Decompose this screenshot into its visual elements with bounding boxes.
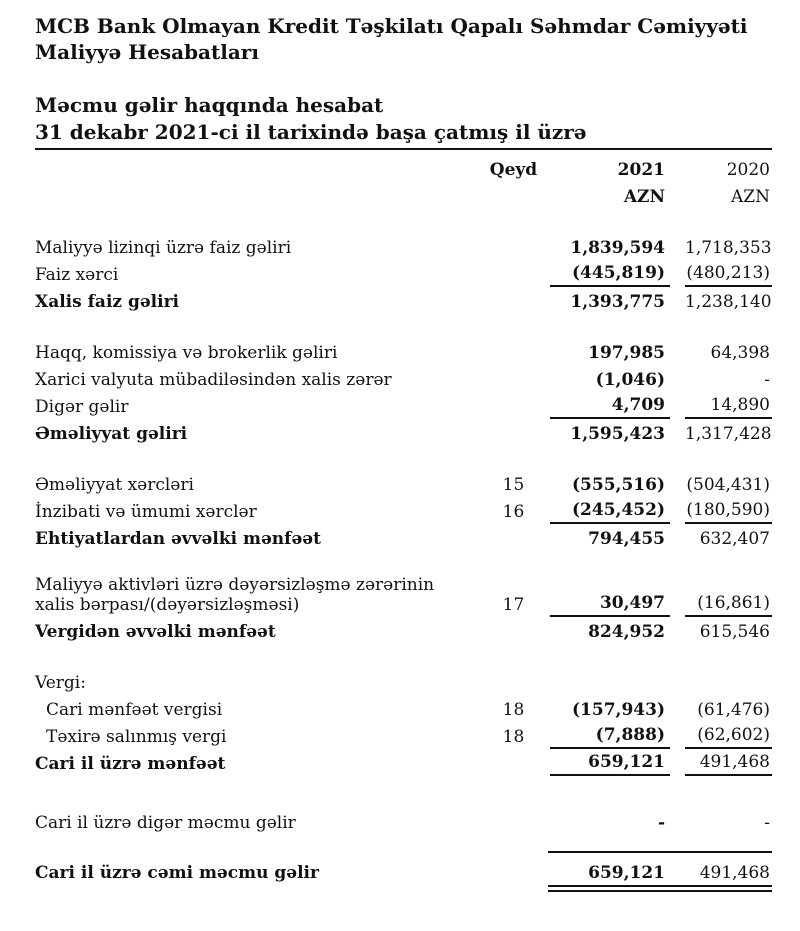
value-2021: 1,595,423 xyxy=(570,424,665,444)
note-ref: 17 xyxy=(502,595,525,615)
table-row xyxy=(35,749,772,776)
table-row xyxy=(35,668,772,695)
table-body xyxy=(35,209,772,892)
table-row xyxy=(35,575,772,617)
value-2021 xyxy=(550,693,670,695)
row-label: Cari il üzrə cəmi məcmu gəlir xyxy=(35,863,319,883)
value-2021: (7,888) xyxy=(550,725,670,749)
value-2020: (16,861) xyxy=(685,593,772,617)
value-2020: 491,468 xyxy=(699,863,770,883)
spacer xyxy=(35,776,772,808)
spacer xyxy=(35,314,772,338)
note-ref: 15 xyxy=(502,475,525,495)
table-row xyxy=(35,617,772,644)
column-header-row xyxy=(35,155,772,182)
value-2021: 824,952 xyxy=(588,622,665,642)
spacer xyxy=(35,644,772,668)
row-label: Maliyyə aktivləri üzrə dəyərsizləşmə zərərinin xalis bərpası/(dəyərsizləşməsi) xyxy=(35,575,435,615)
table-row xyxy=(35,524,772,551)
note-ref xyxy=(477,693,550,695)
table-row xyxy=(35,858,772,885)
value-2020 xyxy=(685,693,772,695)
row-label: Maliyyə lizinqi üzrə faiz gəliri xyxy=(35,238,292,258)
row-label: Cari il üzrə mənfəət xyxy=(35,754,226,774)
company-name: MCB Bank Olmayan Kredit Təşkilatı Qapalı Səhmdar Cəmiyyəti xyxy=(35,14,748,38)
table-row xyxy=(35,392,772,419)
table-row xyxy=(35,808,772,835)
spacer xyxy=(35,551,772,575)
value-2020: (180,590) xyxy=(685,500,772,524)
note-ref xyxy=(477,444,550,446)
table-row xyxy=(35,695,772,722)
row-label: Vergi: xyxy=(35,673,86,693)
note-ref xyxy=(477,642,550,644)
column-header-2021: 2021 xyxy=(617,160,665,180)
table-row xyxy=(35,287,772,314)
value-2021: 197,985 xyxy=(588,343,665,363)
value-2020: 632,407 xyxy=(699,529,770,549)
value-2021: (157,943) xyxy=(572,700,665,720)
value-2021: (445,819) xyxy=(550,263,670,287)
row-label: İnzibati və ümumi xərclər xyxy=(35,502,257,522)
note-ref xyxy=(477,833,550,835)
note-ref xyxy=(477,258,550,260)
note-ref xyxy=(477,390,550,392)
value-2020: (62,602) xyxy=(685,725,772,749)
column-header-label xyxy=(35,180,477,182)
value-2021: (555,516) xyxy=(572,475,665,495)
table-row xyxy=(35,722,772,749)
column-header-note: Qeyd xyxy=(489,160,538,180)
value-2020: - xyxy=(764,370,770,390)
statement-title: Məcmu gəlir haqqında hesabat xyxy=(35,93,384,117)
table-row xyxy=(35,233,772,260)
row-label: Xarici valyuta mübadiləsindən xalis zərər xyxy=(35,370,392,390)
row-label: Əməliyyat xərcləri xyxy=(35,475,194,495)
document-header xyxy=(35,0,772,65)
value-2020: 491,468 xyxy=(685,752,772,776)
grand-total-rule xyxy=(548,885,772,892)
note-ref: 16 xyxy=(502,502,525,522)
column-header-2020: 2020 xyxy=(726,160,770,180)
statement-header xyxy=(35,92,772,150)
row-label: Cari mənfəət vergisi xyxy=(46,700,223,720)
row-label: Əməliyyat gəliri xyxy=(35,424,188,444)
table-row xyxy=(35,419,772,446)
value-2020: 615,546 xyxy=(699,622,770,642)
table-row xyxy=(35,497,772,524)
note-ref xyxy=(477,417,550,419)
income-statement-table xyxy=(35,155,772,892)
row-label: Təxirə salınmış vergi xyxy=(46,727,227,747)
row-label: Haqq, komissiya və brokerlik gəliri xyxy=(35,343,338,363)
spacer xyxy=(35,835,772,851)
row-label: Faiz xərci xyxy=(35,265,119,285)
value-2021: 4,709 xyxy=(550,395,670,419)
table-row xyxy=(35,365,772,392)
note-ref xyxy=(477,363,550,365)
value-2020: 1,238,140 xyxy=(685,292,772,312)
row-label: Cari il üzrə digər məcmu gəlir xyxy=(35,813,296,833)
note-ref: 18 xyxy=(502,700,525,720)
note-ref xyxy=(477,285,550,287)
note-ref xyxy=(477,774,550,776)
value-2020: 64,398 xyxy=(710,343,770,363)
value-2021: 1,393,775 xyxy=(570,292,665,312)
currency-label-2021: AZN xyxy=(623,187,665,207)
note-ref xyxy=(477,312,550,314)
note-ref xyxy=(477,549,550,551)
value-2020: (61,476) xyxy=(697,700,770,720)
table-row xyxy=(35,338,772,365)
value-2020: 1,718,353 xyxy=(685,238,772,258)
page-content xyxy=(35,0,772,892)
currency-label-2020: AZN xyxy=(731,187,770,207)
value-2021: 794,455 xyxy=(588,529,665,549)
value-2020: - xyxy=(764,813,770,833)
value-2020: 1,317,428 xyxy=(685,424,772,444)
currency-header-row xyxy=(35,182,772,209)
value-2021: - xyxy=(657,813,665,833)
table-row xyxy=(35,260,772,287)
note-ref: 18 xyxy=(502,727,525,747)
row-label: Xalis faiz gəliri xyxy=(35,292,180,312)
value-2021: 30,497 xyxy=(550,593,670,617)
document-type: Maliyyə Hesabatları xyxy=(35,40,259,64)
value-2020: 14,890 xyxy=(685,395,772,419)
value-2021: (245,452) xyxy=(550,500,670,524)
table-row xyxy=(35,470,772,497)
value-2021: 659,121 xyxy=(550,752,670,776)
value-2021: (1,046) xyxy=(595,370,665,390)
row-label: Digər gəlir xyxy=(35,397,129,417)
value-2020: (504,431) xyxy=(686,475,770,495)
statement-period: 31 dekabr 2021-ci il tarixində başa çatmış il üzrə xyxy=(35,120,587,144)
row-label: Ehtiyatlardan əvvəlki mənfəət xyxy=(35,529,321,549)
value-2020: (480,213) xyxy=(685,263,772,287)
row-label: Vergidən əvvəlki mənfəət xyxy=(35,622,276,642)
spacer xyxy=(35,209,772,233)
spacer xyxy=(35,446,772,470)
note-ref xyxy=(477,883,550,885)
value-2021: 1,839,594 xyxy=(570,238,665,258)
value-2021: 659,121 xyxy=(588,863,665,883)
